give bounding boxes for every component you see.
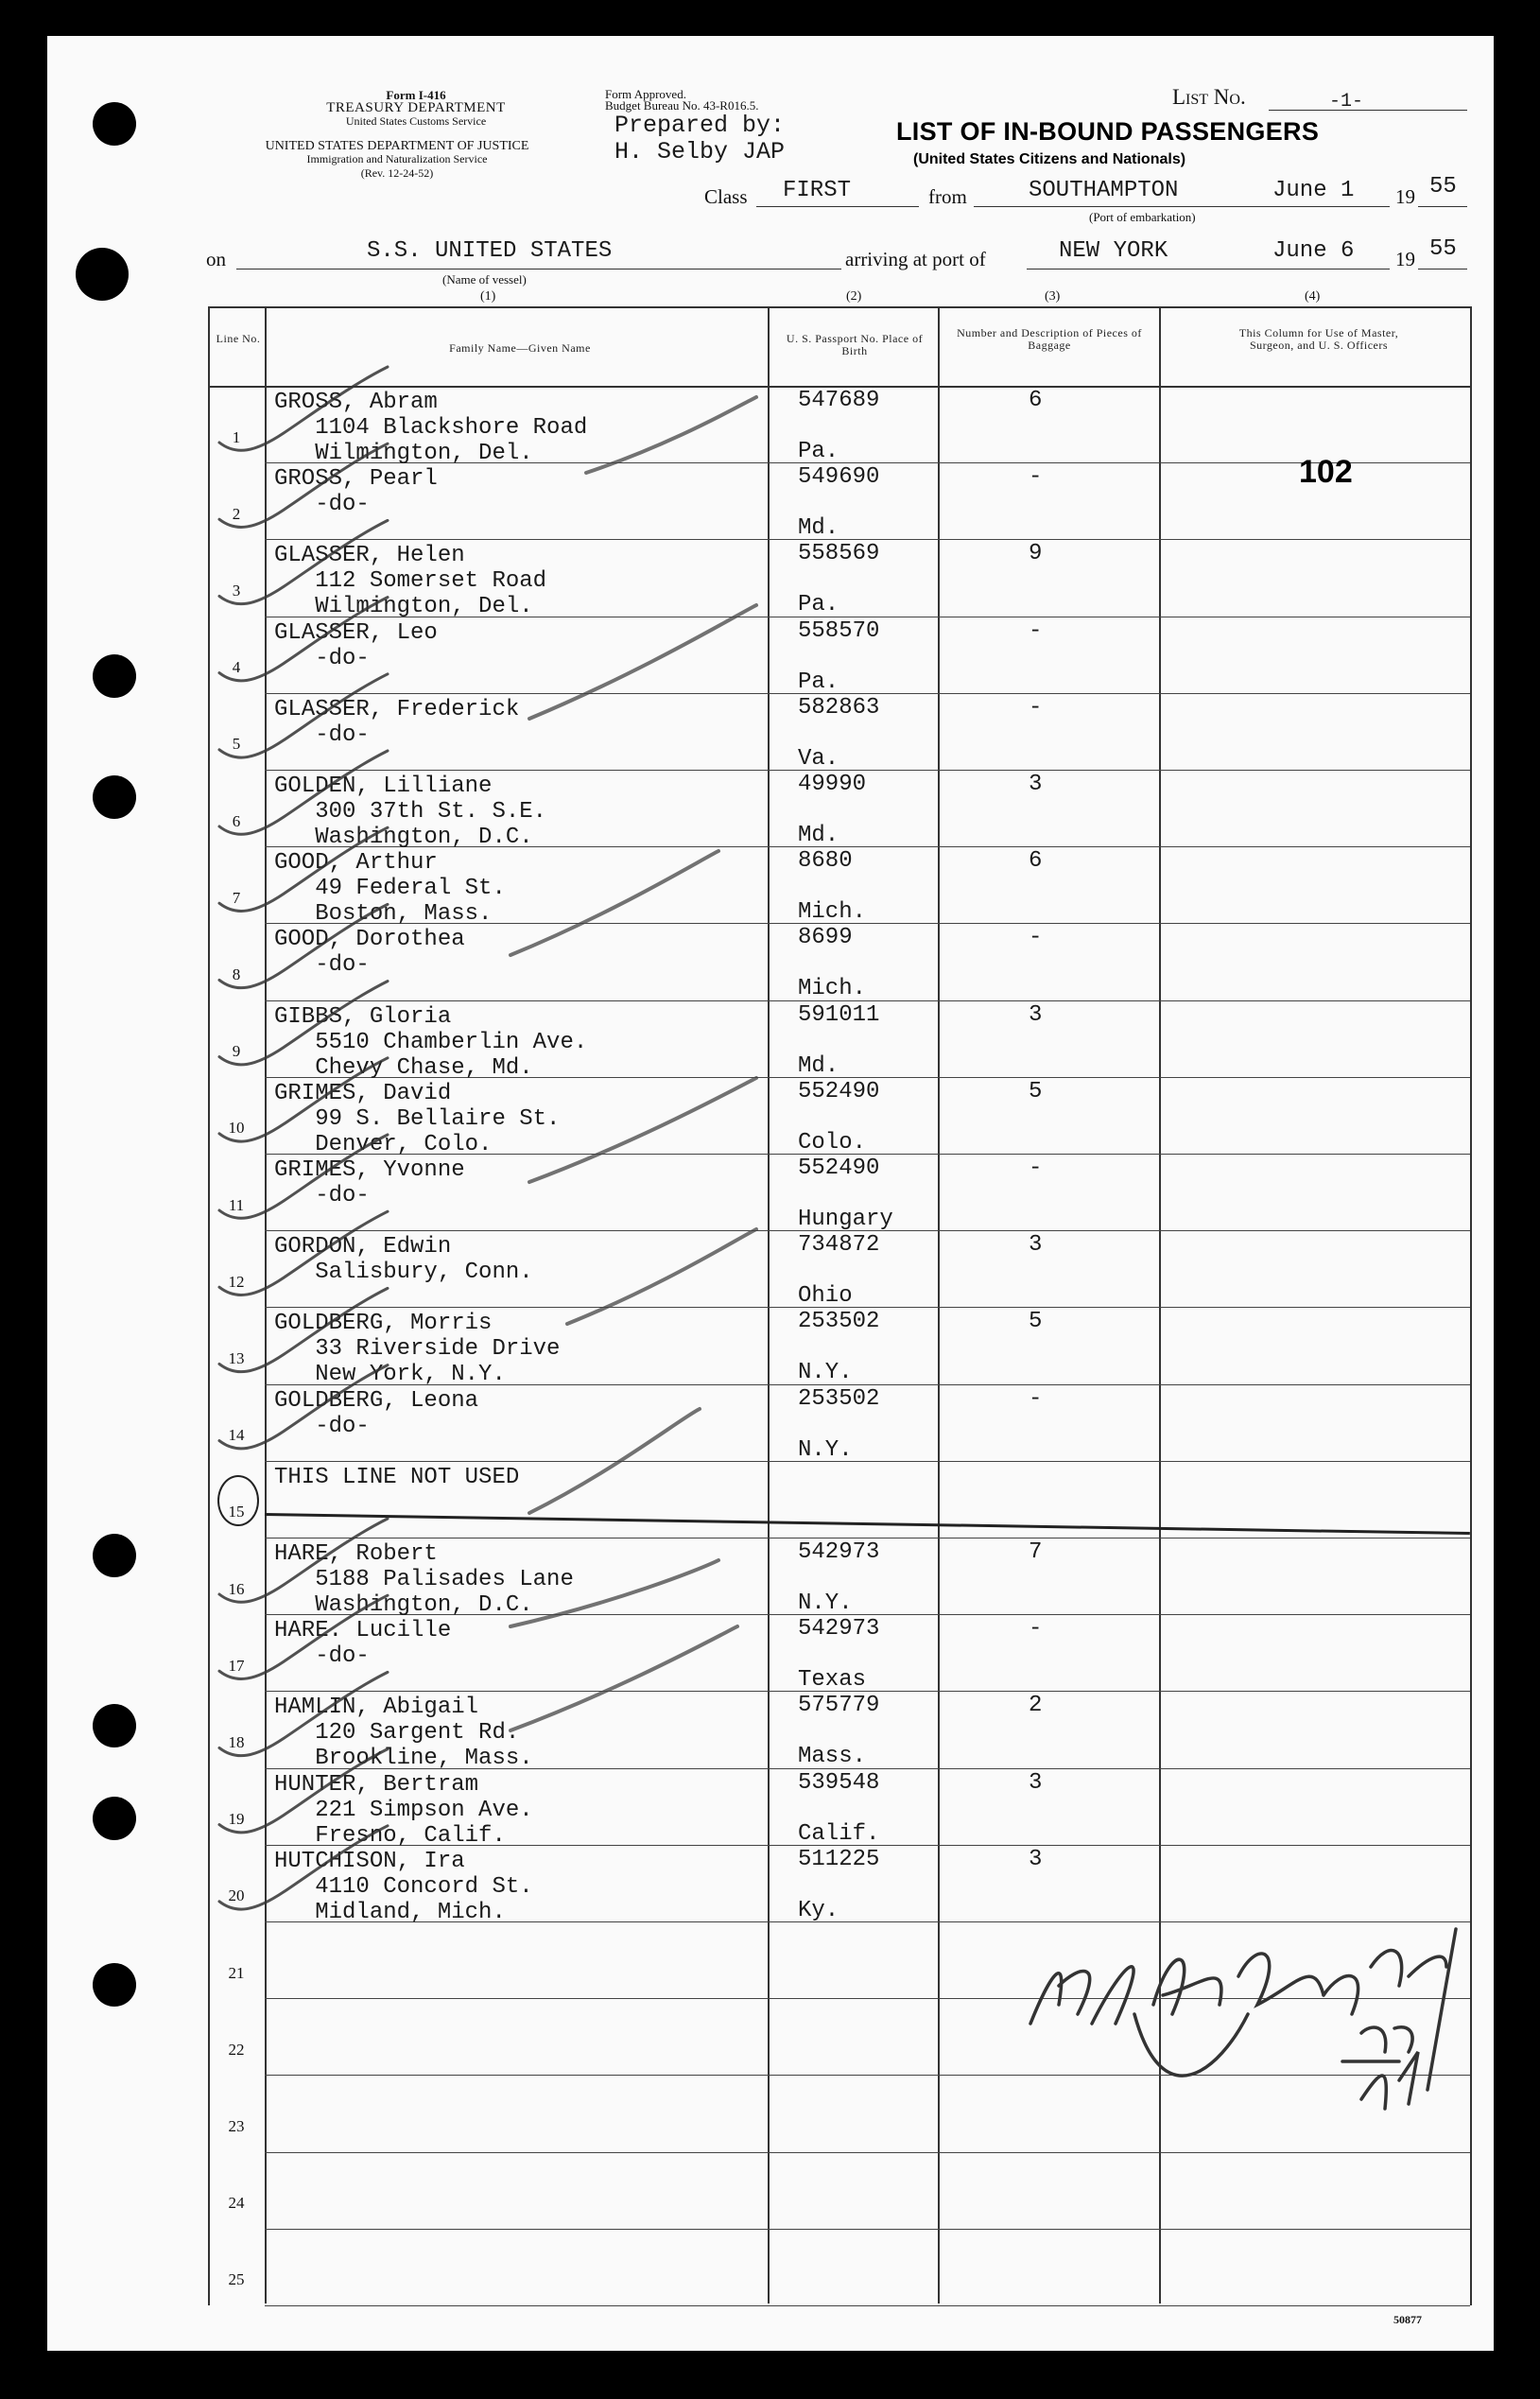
passport-number: 591011 [798,1001,880,1028]
row-divider [265,1461,1470,1462]
place-of-birth: Pa. [798,592,839,618]
punch-hole [93,654,136,698]
place-of-birth: Texas [798,1667,867,1694]
justice-dept: UNITED STATES DEPARTMENT OF JUSTICE [265,139,529,153]
line-number: 14 [228,1426,245,1445]
row-divider [265,1000,1470,1001]
baggage-count: - [1029,617,1043,644]
row-divider [265,2305,1470,2306]
line-number: 4 [232,658,241,677]
row-divider [265,539,1470,540]
baggage-count: 5 [1029,1078,1043,1104]
form-title: LIST OF IN-BOUND PASSENGERS [896,117,1320,146]
passport-number: 582863 [798,694,880,721]
passenger-address-line: Wilmington, Del. [274,594,533,620]
class-label: Class [704,185,748,208]
passport-number: 542973 [798,1616,880,1643]
passenger-address-line: 300 37th St. S.E. [274,799,547,825]
passenger-name: GOOD, Arthur [274,850,438,877]
passenger-name: GOLDEN, Lilliane [274,774,493,799]
passenger-address-line: -do- [274,1643,370,1670]
passport-number: 253502 [798,1385,880,1412]
inspector-signature [1012,1901,1475,2118]
passenger-address-line: 1104 Blackshore Road [274,415,588,441]
passenger-address-line: Denver, Colo. [274,1131,493,1157]
line-number: 20 [228,1886,245,1905]
row-divider [265,770,1470,771]
line-number: 12 [228,1272,245,1291]
passenger-name: GROSS, Abram [274,390,438,415]
passenger-name: GLASSER, Leo [274,619,438,646]
embarkation-port: SOUTHAMPTON [1029,178,1179,203]
passenger-name: HARE. Lucille [274,1618,452,1644]
place-of-birth: Mich. [798,899,867,926]
revision-date: (Rev. 12-24-52) [360,166,434,180]
from-label: from [928,185,967,208]
place-of-birth: Ohio [798,1283,853,1310]
vessel-name: S.S. UNITED STATES [367,238,613,264]
passport-number: 558570 [798,617,880,644]
passport-number: 511225 [798,1846,880,1872]
punch-hole [93,1704,136,1747]
embarkation-note: (Port of embarkation) [1089,210,1196,224]
passenger-address-line: -do- [274,1183,370,1208]
baggage-count: 3 [1029,1001,1043,1028]
line-15-circle [217,1475,259,1526]
passenger-address-line: Wilmington, Del. [274,441,533,466]
baggage-count: 5 [1029,1309,1043,1335]
footer-code: 50877 [1393,2313,1422,2326]
passenger-name: GLASSER, Frederick [274,696,520,722]
baggage-count: - [1029,1156,1043,1181]
passenger-name: THIS LINE NOT USED [274,1464,520,1490]
passenger-name: HAMLIN, Abigail [274,1695,479,1721]
col-header-name: Family Name—Given Name [449,341,591,355]
vessel-note: (Name of vessel) [442,272,527,287]
place-of-birth: N.Y. [798,1360,853,1386]
passenger-address-line: 49 Federal St. [274,876,506,902]
passport-number: 539548 [798,1769,880,1796]
customs-service: United States Customs Service [345,114,487,128]
place-of-birth: Md. [798,823,839,848]
line-number: 11 [228,1195,245,1214]
place-of-birth: Va. [798,745,839,772]
passenger-address-line: 5510 Chamberlin Ave. [274,1029,588,1055]
line-number: 13 [228,1349,245,1368]
punch-hole [93,1534,136,1577]
col-divider [265,306,267,2303]
passenger-address-line: Chevy Chase, Md. [274,1054,533,1081]
passport-number: 547689 [798,388,880,413]
passport-number: 49990 [798,772,867,797]
line-number: 1 [232,427,241,446]
prepared-by: Prepared by: [614,112,786,139]
arriving-label: arriving at port of [845,248,986,270]
line-number: 5 [232,735,241,754]
passenger-name: GOOD, Dorothea [274,927,465,953]
col-header-passport: U. S. Passport No. Place of Birth [786,332,924,357]
year-prefix: 19 [1395,185,1415,208]
form-number: Form I-416 [386,88,446,102]
baggage-count: 6 [1029,388,1043,413]
budget-bureau: Budget Bureau No. 43-R016.5. [605,98,759,113]
passenger-address-line: Boston, Mass. [274,901,493,928]
passenger-address-line: Midland, Mich. [274,1899,506,1925]
line-number: 10 [228,1119,245,1138]
prepared-by-name: H. Selby JAP [614,138,786,165]
punch-hole [76,248,129,301]
punch-hole [93,1963,136,2007]
col-header-line-no: Line No. [216,332,261,345]
passenger-address-line: 5188 Palisades Lane [274,1567,574,1592]
baggage-count: 2 [1029,1693,1043,1719]
baggage-count: - [1029,925,1043,951]
place-of-birth: Pa. [798,669,839,695]
passenger-name: GRIMES, Yvonne [274,1157,465,1183]
line-number: 17 [228,1656,245,1675]
line-number: 21 [228,1963,245,1982]
passenger-address-line: 33 Riverside Drive [274,1336,561,1363]
passenger-name: GLASSER, Helen [274,543,465,569]
passenger-address-line: 221 Simpson Ave. [274,1797,533,1823]
passenger-name: HARE, Robert [274,1541,438,1567]
passenger-address-line: 4110 Concord St. [274,1873,533,1900]
place-of-birth: Ky. [798,1897,839,1923]
passport-number: 8680 [798,848,853,875]
line-number: 3 [232,582,241,600]
baggage-count: - [1029,694,1043,721]
row-divider [265,1307,1470,1308]
passenger-address-line: -do- [274,1413,370,1439]
place-of-birth: Md. [798,515,839,542]
passenger-address-line: -do- [274,952,370,979]
on-label: on [206,248,226,270]
passenger-address-line: Brookline, Mass. [274,1746,533,1772]
passenger-address-line: Washington, D.C. [274,825,533,850]
col-num-3: (3) [1045,289,1061,304]
line-number: 7 [232,888,241,907]
arrival-date: June 6 [1272,238,1355,264]
punch-hole [93,1797,136,1840]
col-header-baggage: Number and Description of Pieces of Baggage [957,326,1142,352]
list-number-label: List No. [1172,85,1246,109]
passport-number: 549690 [798,464,880,491]
passport-number: 253502 [798,1309,880,1335]
baggage-count: 3 [1029,772,1043,797]
row-divider [265,693,1470,694]
passport-number: 552490 [798,1156,880,1181]
passenger-address-line: New York, N.Y. [274,1362,506,1388]
punch-hole [93,102,136,146]
arrival-port: NEW YORK [1059,238,1168,264]
passport-number: 575779 [798,1693,880,1719]
line-number: 16 [228,1579,245,1598]
passenger-address-line: -do- [274,492,370,518]
col-num-4: (4) [1305,289,1321,304]
passenger-address-line: Salisbury, Conn. [274,1260,533,1286]
class-value: FIRST [783,178,852,203]
place-of-birth: Pa. [798,439,839,464]
punch-hole [93,775,136,819]
passenger-address-line: 112 Somerset Road [274,568,547,595]
form-subtitle: (United States Citizens and Nationals) [913,151,1186,167]
passenger-name: GIBBS, Gloria [274,1003,452,1030]
col-num-2: (2) [846,289,862,304]
arrival-year: 55 [1429,236,1457,262]
place-of-birth: Mich. [798,976,867,1002]
passenger-address-line: -do- [274,645,370,671]
passenger-name: GOLDBERG, Leona [274,1387,479,1414]
passenger-address-line: 120 Sargent Rd. [274,1720,520,1747]
line-number: 24 [228,2194,245,2213]
passenger-name: GORDON, Edwin [274,1234,452,1260]
passenger-name: HUNTER, Bertram [274,1771,479,1798]
line-number: 15 [228,1503,245,1521]
line-number: 2 [232,504,241,523]
baggage-count: 7 [1029,1539,1043,1565]
place-of-birth: Colo. [798,1129,867,1156]
passenger-address-line: -do- [274,721,370,748]
col-divider [768,306,770,2303]
place-of-birth: N.Y. [798,1591,853,1616]
form-approved: Form Approved. [605,87,686,101]
baggage-count: 9 [1029,541,1043,567]
baggage-count: - [1029,1385,1043,1412]
ins-service: Immigration and Naturalization Service [306,152,488,165]
row-divider [265,1691,1470,1692]
passport-number: 8699 [798,925,853,951]
passenger-address-line: 99 S. Bellaire St. [274,1105,561,1132]
place-of-birth: Mass. [798,1744,867,1770]
list-number: -1- [1329,91,1364,113]
passenger-address-line: Fresno, Calif. [274,1822,506,1849]
line-number: 22 [228,2040,245,2059]
baggage-count: 3 [1029,1846,1043,1872]
passenger-address-line: Washington, D.C. [274,1592,533,1618]
passenger-name: GROSS, Pearl [274,466,438,493]
baggage-count: - [1029,1616,1043,1643]
passenger-name: GOLDBERG, Morris [274,1311,493,1337]
col-divider [938,306,940,2303]
passport-number: 734872 [798,1232,880,1259]
departure-year: 55 [1429,174,1457,200]
baggage-count: 3 [1029,1232,1043,1259]
line-number: 18 [228,1733,245,1752]
line-number: 9 [232,1042,241,1061]
baggage-count: - [1029,464,1043,491]
row-divider [265,2229,1470,2230]
passport-number: 542973 [798,1539,880,1565]
line-number: 8 [232,965,241,984]
place-of-birth: Calif. [798,1820,880,1847]
departure-date: June 1 [1272,178,1355,203]
line-number: 23 [228,2117,245,2136]
line-number: 19 [228,1810,245,1829]
passport-number: 558569 [798,541,880,567]
place-of-birth: Md. [798,1052,839,1079]
baggage-count: 3 [1029,1769,1043,1796]
treasury-dept: TREASURY DEPARTMENT [326,100,506,115]
stamp-number: 102 [1299,454,1353,490]
line-number: 25 [228,2270,245,2289]
passenger-name: HUTCHISON, Ira [274,1848,465,1874]
place-of-birth: Hungary [798,1207,893,1232]
place-of-birth: N.Y. [798,1436,853,1463]
row-divider [265,2152,1470,2153]
col-header-officers: This Column for Use of Master, Surgeon, and U. S. Officers [1238,326,1399,352]
col-num-1: (1) [480,289,496,304]
line-number: 6 [232,811,241,830]
passenger-name: GRIMES, David [274,1080,452,1106]
year-prefix: 19 [1395,248,1415,270]
passport-number: 552490 [798,1078,880,1104]
baggage-count: 6 [1029,848,1043,875]
